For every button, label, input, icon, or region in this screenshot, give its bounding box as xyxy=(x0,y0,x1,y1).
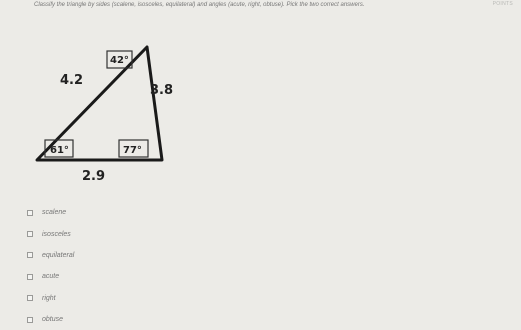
option-label: acute xyxy=(42,273,60,281)
option-label: isosceles xyxy=(42,230,71,238)
checkbox[interactable] xyxy=(27,317,33,323)
option-label: right xyxy=(42,294,56,302)
option-isosceles[interactable] xyxy=(27,223,74,244)
points-label: POINTS xyxy=(492,1,513,7)
option-label: equilateral xyxy=(42,251,75,259)
question-text: Classify the triangle by sides (scalene, isosceles, equilateral) and angles (acute, right, obtuse). Pick the two correct answers. xyxy=(34,2,365,8)
answer-options xyxy=(27,202,74,330)
checkbox[interactable] xyxy=(27,210,33,216)
angle-left-label: 61° xyxy=(50,145,69,156)
option-label: scalene xyxy=(42,209,67,217)
option-label: obtuse xyxy=(42,316,64,324)
side-right-label: 3.8 xyxy=(150,83,174,98)
option-equilateral[interactable] xyxy=(27,245,74,266)
angle-top-label: 42° xyxy=(110,55,129,66)
angle-right-label: 77° xyxy=(123,145,142,156)
checkbox[interactable] xyxy=(27,295,33,301)
triangle-shape xyxy=(37,47,162,160)
side-bottom-label: 2.9 xyxy=(82,169,106,184)
checkbox[interactable] xyxy=(27,231,33,237)
option-acute[interactable] xyxy=(27,266,74,287)
option-right[interactable] xyxy=(27,288,74,309)
option-scalene[interactable] xyxy=(27,202,74,223)
checkbox[interactable] xyxy=(27,252,33,258)
checkbox[interactable] xyxy=(27,274,33,280)
side-left-label: 4.2 xyxy=(60,73,84,88)
